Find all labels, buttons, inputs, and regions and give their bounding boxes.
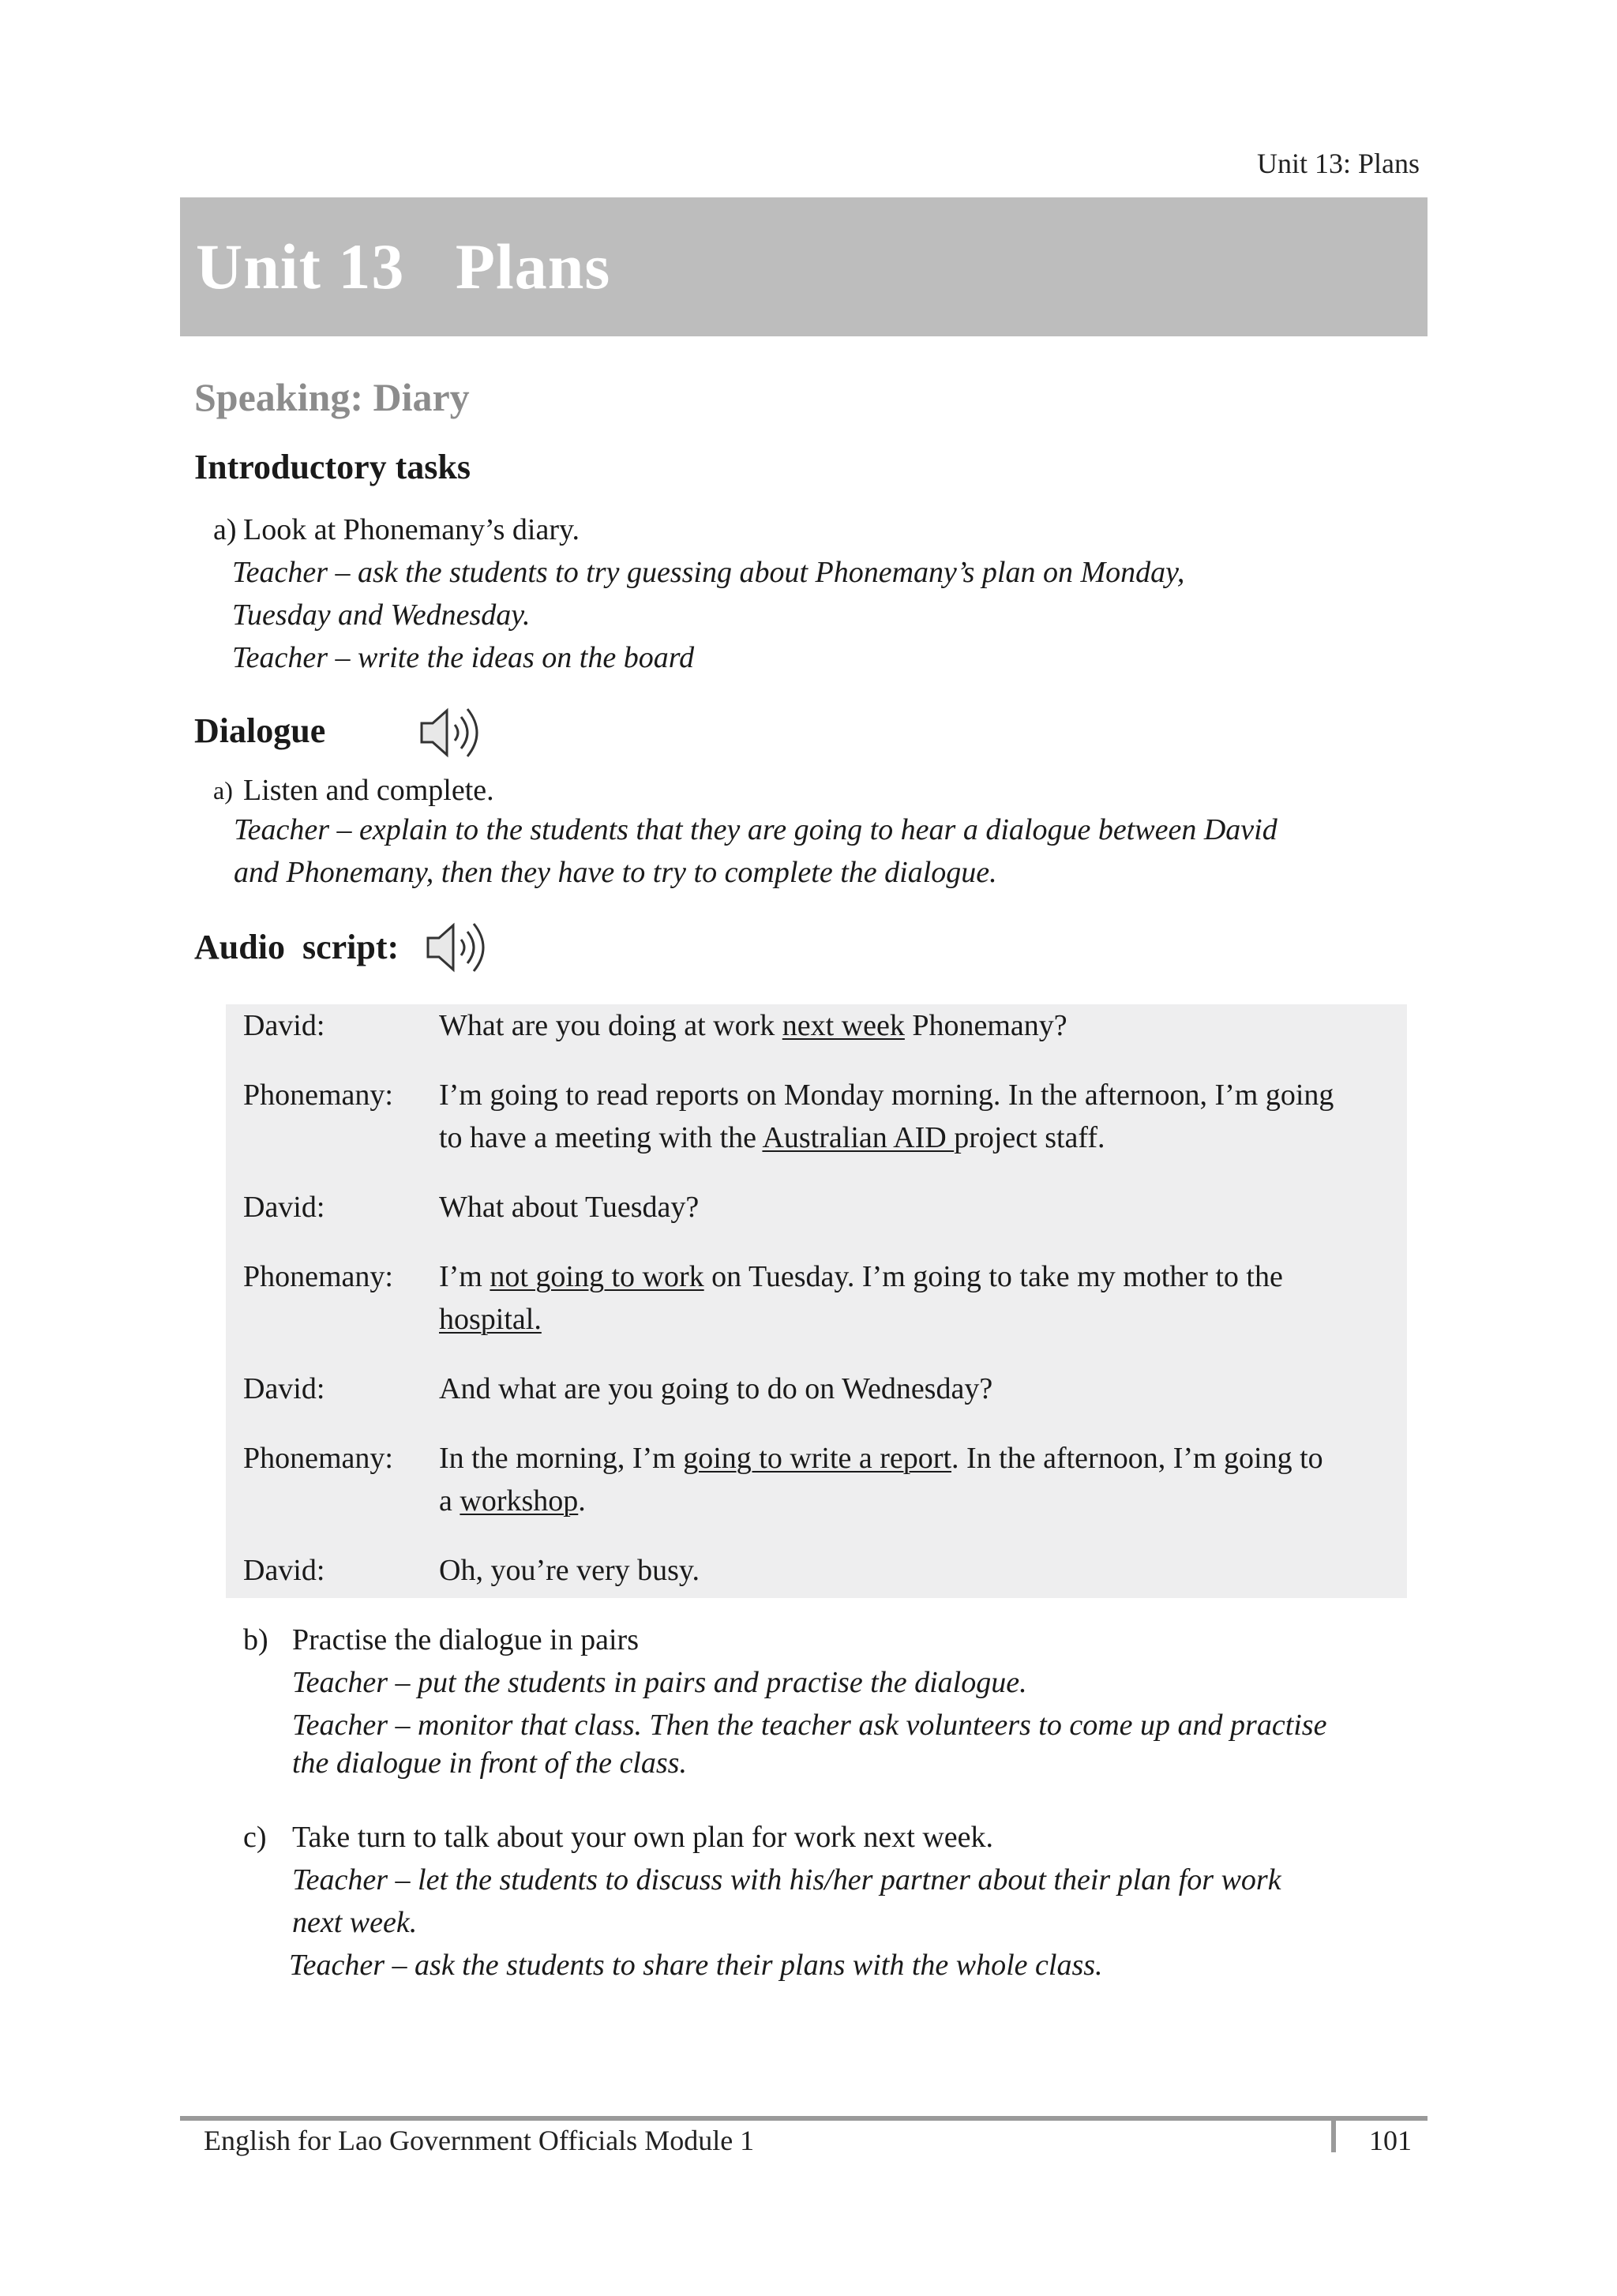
line-text: And what are you going to do on Wednesday? [439, 1372, 993, 1405]
footer-divider [1331, 2116, 1336, 2152]
running-head: Unit 13: Plans [1256, 148, 1420, 179]
footer-book-title: English for Lao Government Officials Module 1 [204, 2125, 755, 2156]
speaker-name: Phonemany: [243, 1442, 393, 1475]
practice-b-instruction: Practise the dialogue in pairs [292, 1623, 639, 1656]
speaker-icon[interactable] [417, 701, 488, 764]
speaker-name: David: [243, 1372, 325, 1405]
practice-c-label: c) [243, 1821, 267, 1854]
line-text: What about Tuesday? [439, 1191, 700, 1224]
audio-script-heading: Audio script: [194, 928, 400, 966]
practice-c-teacher-note-2: Teacher – ask the students to share their plans with the whole class. [289, 1949, 1103, 1982]
practice-b-teacher-note: Teacher – put the students in pairs and practise the dialogue. [292, 1666, 1027, 1699]
line-text: I’m not going to work on Tuesday. I’m going to take my mother to the hospital. [439, 1260, 1283, 1336]
intro-instruction: Look at Phonemany’s diary. [243, 513, 580, 546]
intro-teacher-note-2: Teacher – write the ideas on the board [232, 641, 695, 674]
unit-title: Unit 13 Plans [196, 231, 611, 302]
audio-script-box [226, 1004, 1407, 1598]
speaker-name: David: [243, 1191, 325, 1224]
speaker-name: David: [243, 1009, 325, 1042]
intro-teacher-note: Teacher – ask the students to try guessing about Phonemany’s plan on Monday, [232, 556, 1185, 589]
dialogue-heading: Dialogue [194, 711, 326, 750]
practice-c-instruction: Take turn to talk about your own plan for work next week. [292, 1821, 993, 1854]
answer-blank: hospital. [439, 1303, 542, 1336]
practice-b-teacher-note-2: Teacher – monitor that class. Then the teacher ask volunteers to come up and practise [292, 1709, 1327, 1742]
intro-teacher-note-cont: Tuesday and Wednesday. [232, 598, 531, 632]
dialogue-label: a) [213, 776, 233, 805]
line-text: In the morning, I’m going to write a report. In the afternoon, I’m going to a workshop. [439, 1442, 1323, 1518]
section-title: Speaking: Diary [194, 375, 470, 419]
unit-banner [180, 197, 1428, 336]
practice-c-teacher-note: Teacher – let the students to discuss with his/her partner about their plan for work [292, 1863, 1281, 1896]
speaker-name: David: [243, 1554, 325, 1587]
footer-rule [180, 2116, 1428, 2121]
line-text: Oh, you’re very busy. [439, 1554, 700, 1587]
dialogue-instruction: Listen and complete. [243, 774, 494, 807]
practice-b-label: b) [243, 1623, 268, 1656]
intro-label: a) [213, 513, 237, 546]
practice-c-teacher-note-cont: next week. [292, 1906, 418, 1939]
line-text: I’m going to read reports on Monday morning. In the afternoon, I’m going to have a meeting with the Australian AID project staff. [439, 1079, 1334, 1154]
answer-blank: next week [782, 1009, 905, 1042]
line-text: What are you doing at work next week Phonemany? [439, 1009, 1067, 1042]
answer-blank: not going to work [490, 1260, 704, 1293]
practice-b-teacher-note-2-cont: the dialogue in front of the class. [292, 1746, 687, 1780]
answer-blank: going to write a report [683, 1442, 952, 1475]
speaker-name: Phonemany: [243, 1260, 393, 1293]
answer-blank: Australian AID [762, 1121, 955, 1154]
page-number: 101 [1369, 2125, 1412, 2156]
dialogue-teacher-note: Teacher – explain to the students that they are going to hear a dialogue between David [234, 813, 1277, 846]
answer-blank: workshop [460, 1484, 579, 1518]
speaker-name: Phonemany: [243, 1079, 393, 1112]
intro-heading: Introductory tasks [194, 448, 471, 486]
dialogue-teacher-note-cont: and Phonemany, then they have to try to complete the dialogue. [234, 856, 997, 889]
speaker-icon[interactable] [423, 916, 494, 979]
